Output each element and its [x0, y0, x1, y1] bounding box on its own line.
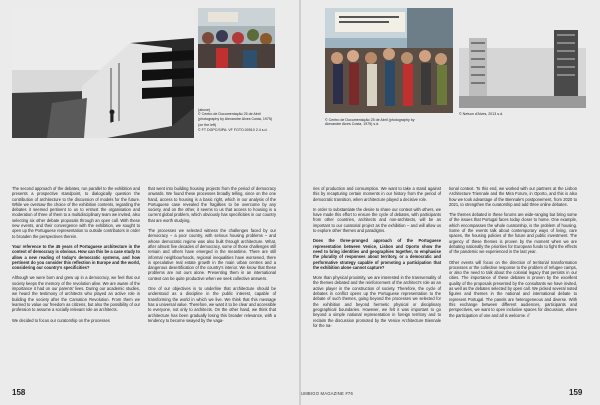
page-number-right: 159: [569, 388, 583, 397]
paragraph: that went into building housing projects from the period of democracy onwards. We found these processes broadly telling, since on the one hand, access to housing is a basic right, which in our analysis of the Portuguese case revealed the fragilities to be overcome by any society, and on the other, it seems to us that access to housing is a current global problem, which obviously has specificities in our country that are worth studying.: [148, 186, 276, 223]
interview-question: Your reference to the 45 years of Portuguese architecture in the context of democracy is obvious. How can this be a case study to allow a new reading of today's democratic systems, and how pertinent do you consider this reflection in Europe and the world, considering our country's specificities?: [12, 243, 140, 271]
paragraph: ries of production and consumption. We want to take a stand against this by recapturing certain moments in our history from the period of democratic transition, when architecture played a decisive role.: [313, 186, 441, 202]
photo-housing-block: [12, 8, 194, 138]
paragraph: Other events will focus on the direction of territorial transformation processes or the collective response to the problem of refugee camps, or also the need to talk about the colonial legacy that persists in our cities. The importance of these debates is proven by the excellent quality of the proposals presented by the consultants we have invited, as well as the debates selected by open call. We picked several noted figures and themes in the national and international debate to represent Portugal. The panels are heterogeneous and diverse. With this exchange between different audiences, participants and perspectives, we want to open inclusive spaces for discussion, where the participation of one and all is welcome. //: [449, 259, 577, 318]
caption-right-b: © Nelson d'Alves, 2013 s.d.: [459, 112, 504, 116]
paragraph: The themes debated in these forums are wide-ranging but bring some of the issues that Portugal faces today closer to home. One example, which encompasses the whole curatorship, is the problem of housing. Some of the events talk about contemporary ways of living, care spaces, the housing policies of the future and public investment. The urgency of these themes is proven by the moment when we are debating nationally the priorities for European funds to fight the effects of the pandemic we experienced in the last year.: [449, 212, 577, 255]
left-page: [0, 0, 299, 405]
caption-right-a: © Centro de Documentação 25 de Abril (photography by Alexandre Alves Costa, 1975) s.d.: [325, 118, 415, 127]
paragraph: We decided to focus our curatorship on the processes: [12, 317, 110, 323]
paragraph: The processes we selected witness the challenges faced by our democracy – a poor country, with serious housing problems – and whose democratic regime was also built through architecture. What, after almost five decades of democracy, some of those challenges still remain and others have emerged in the meantime. There are still informal neighbourhoods, regional inequalities have worsened, there is speculative real estate growth in the main urban centres and a dangerous desertification of the country's interior. We know that these problems are not ours alone. Presenting them in an international context can be quite productive when we seek collective answers.: [148, 228, 276, 281]
running-head: UMBIGO MAGAZINE #76: [301, 391, 353, 396]
paragraph: Although we were born and grew up in a democracy, we feel that our society keeps the memory of the revolution alive. We are aware of the importance it had on our parents' lives. During our academic studies, we heard the testimony of architects who played an active role in building the society after the Carnation Revolution. From them we learned to value our freedom as citizens, but also the possibility of our profession to assume a socially relevant role as architects.: [12, 275, 140, 313]
text-column-4: [449, 186, 577, 323]
text-column-1: [12, 186, 140, 328]
text-column-2: [148, 186, 276, 328]
page-number-left: 158: [12, 388, 26, 397]
interview-question: Does the three-pronged approach of the Portuguese representation between Venice, Lisbon and Oporto show the need to bring identities and geographies together, to emphasise the plurality of responses about territory, or a democratic and performative strategy capable of promoting a participation that the exhibition alone cannot capture?: [313, 238, 441, 270]
text-column-3: [313, 186, 441, 333]
paragraph: In order to substantiate the desire to share our context with others, we have made this effort to ensure the cycle of debates, with participants from other countries, architects and non-architects, will be as important to our curatorial project as the exhibition – and will allow us to explore other themes and paradigms.: [313, 206, 441, 234]
paragraph: One of our objectives is to underline that architecture should be understood as a discipline in the public interest, capable of transforming the world in which we live. We think that this message has a universal value. Therefore, we want it to be clear and accessible to everyone, not only to architects. On the other hand, we think that architecture has been gradually losing this broader relevance, with a tendency to become swayed by the vaga-: [148, 286, 276, 323]
paragraph: tional context. To this end, we worked with our partners at the Lisbon Architecture Triennale and the Mira Forum, in Oporto, and this is also how we took advantage of the Biennale's postponement, from 2020 to 2021, to strengthen the curatorship and add three online debates.: [449, 186, 577, 207]
paragraph: The second approach of the debates, run parallel to the exhibition and presents a prospective standpoint, to dialogically question the contribution of architecture to the discussion of models for the future. While we oversaw the choice of the exhibition contents, regarding the debates it seemed pertinent to us to entrust the organisation and moderation of three of them to a multidisciplinary team we invited, also selecting six other debate proposals through an open call. With these new events, and their convergence with the exhibition, we sought to open up the Portuguese representation to outside contributors in order to broaden the perspectives therein.: [12, 186, 140, 239]
photo-residential-towers: [459, 8, 586, 108]
photo-community-meeting: [198, 8, 275, 68]
photo-demonstration-crowd: [325, 8, 453, 113]
right-page: [301, 0, 600, 405]
caption-left-above: (above) © Centro de Documentação 25 de Abril (photography by Alexandre Alves Costa, 1975) (on the left) © FT DGPC/SIPA: VF FOTO.00910 2.4 s.d.: [198, 108, 273, 132]
paragraph: More than physical proximity, we are interested in the transversality of the themes debated and the reinforcement of the architect's role as an active player in the construction of society. Therefore, the cycle of debates in conflict opens up the Portuguese representation to the debate of such themes, going beyond the processes we selected for the exhibition and beyond hermetic physical or disciplinary geographical boundaries. However, we felt it was important to go beyond a simple national representation in foreign territory and to reclaim the discussion promoted by the Venice Architecture Biennale for the na-: [313, 275, 441, 328]
